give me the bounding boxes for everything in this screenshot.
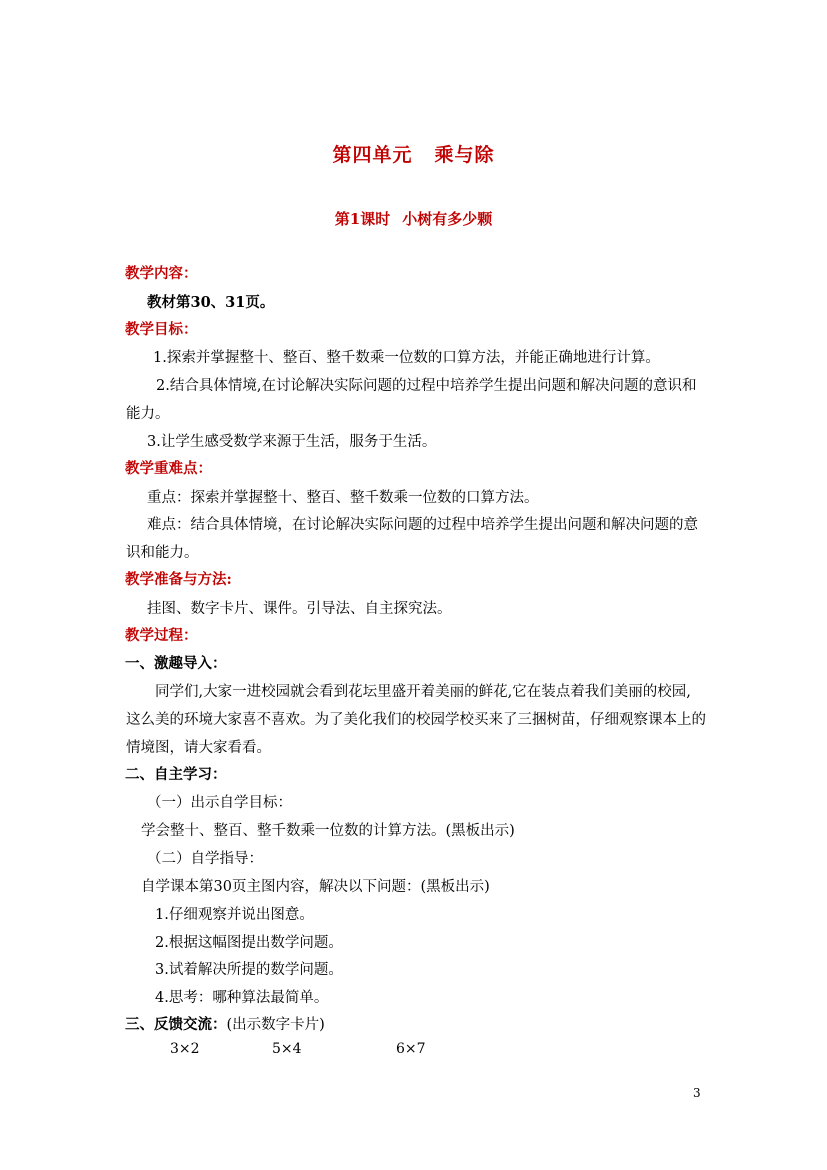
section-3-heading: 三、反馈交流： (125, 1016, 227, 1033)
difficulty-line-2: 识和能力。 (126, 545, 199, 561)
lesson-title (0, 208, 827, 229)
section-1-line-2: 这么美的环境大家喜不喜欢。为了美化我们的校园学校买来了三捆树苗，仔细观察课本上的 (126, 712, 706, 728)
section-2-heading: 二、自主学习： (125, 766, 227, 783)
section-1-line-1: 同学们,大家一进校园就会看到花坛里盛开着美丽的鲜花,它在装点着我们美丽的校园, (155, 684, 691, 700)
goal-2-line-1: 2.结合具体情境,在讨论解决实际问题的过程中培养学生提出问题和解决问题的意识和 (156, 378, 697, 394)
sub-2-heading: （二）自学指导： (147, 851, 263, 867)
content-text: 教材第30、31页。 (147, 294, 275, 311)
lesson-title-part2: 小树有多少颗 (402, 210, 493, 228)
goal-3: 3.让学生感受数学来源于生活，服务于生活。 (147, 434, 437, 450)
unit-title (0, 140, 827, 167)
card-3: 6×7 (396, 1041, 426, 1057)
section-3 (125, 1013, 325, 1034)
goals-heading: 教学目标： (125, 321, 198, 338)
card-2: 5×4 (272, 1041, 302, 1057)
goal-1: 1.探索并掌握整十、整百、整千数乘一位数的口算方法，并能正确地进行计算。 (153, 350, 660, 366)
section-1-line-3: 情境图，请大家看看。 (126, 740, 271, 756)
section-1-heading: 一、激趣导入： (125, 655, 227, 672)
key-point: 重点：探索并掌握整十、整百、整千数乘一位数的口算方法。 (147, 490, 539, 506)
key-heading: 教学重难点： (125, 460, 212, 477)
step-1: 1.仔细观察并说出图意。 (155, 907, 314, 923)
step-2: 2.根据这幅图提出数学问题。 (155, 935, 343, 951)
prep-text: 挂图、数字卡片、课件。引导法、自主探究法。 (147, 601, 452, 617)
card-1: 3×2 (170, 1041, 200, 1057)
prep-heading: 教学准备与方法: (125, 571, 232, 588)
step-3: 3.试着解决所提的数学问题。 (155, 962, 343, 978)
page-number: 3 (693, 1086, 701, 1100)
content-heading: 教学内容： (125, 265, 198, 282)
sub-1-text: 学会整十、整百、整千数乘一位数的计算方法。(黑板出示) (141, 823, 515, 839)
unit-title-part1: 第四单元 (332, 144, 413, 166)
process-heading: 教学过程： (125, 627, 198, 644)
step-4: 4.思考：哪种算法最简单。 (155, 990, 329, 1006)
difficulty-line-1: 难点：结合具体情境，在讨论解决实际问题的过程中培养学生提出问题和解决问题的意 (147, 517, 698, 533)
lesson-title-part1: 第1课时 (334, 210, 391, 228)
sub-2-text: 自学课本第30页主图内容，解决以下问题：(黑板出示) (141, 879, 490, 895)
section-3-note: (出示数字卡片) (226, 1017, 325, 1033)
goal-2-line-2: 能力。 (126, 406, 170, 422)
unit-title-part2: 乘与除 (434, 144, 495, 166)
sub-1-heading: （一）出示自学目标： (147, 795, 292, 811)
